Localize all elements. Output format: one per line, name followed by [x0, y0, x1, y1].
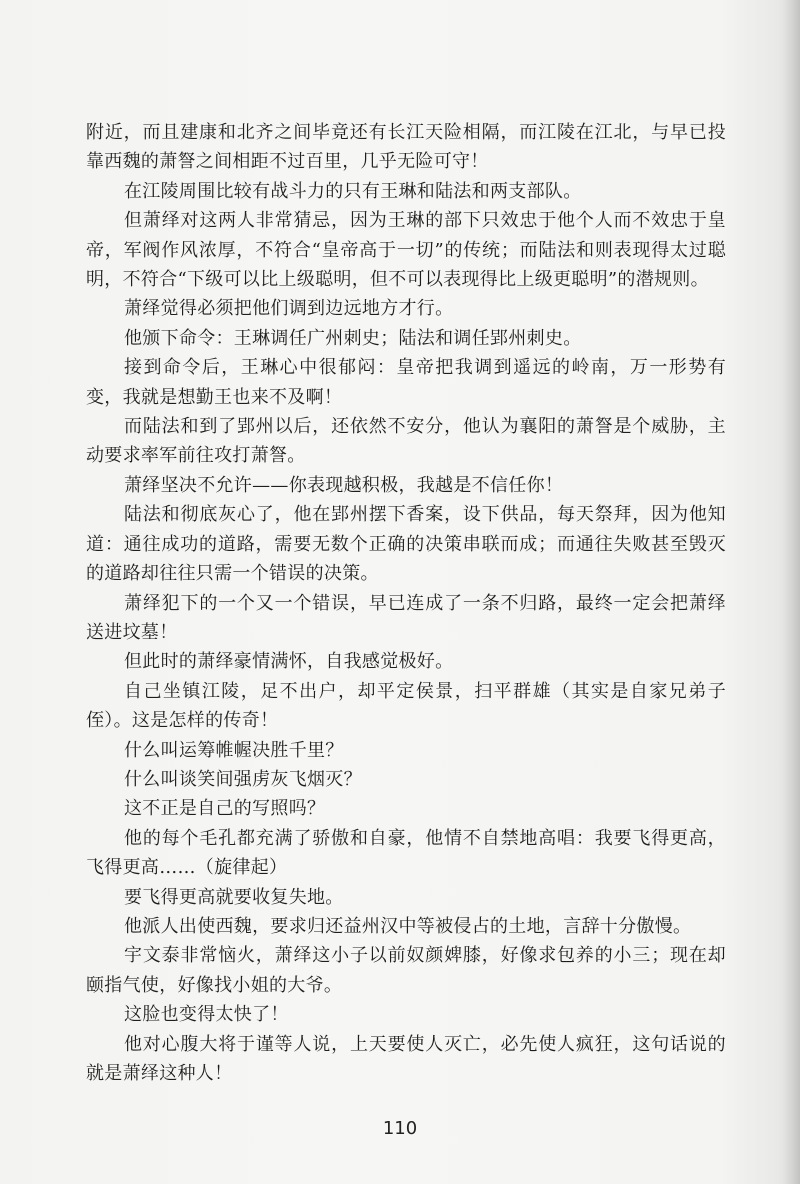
paragraph: 但此时的萧绎豪情满怀，自我感觉极好。 [124, 651, 454, 673]
paragraph: 陆法和彻底灰心了，他在郢州摆下香案，设下供品，每天祭拜，因为他知道：通往成功的道路，需要无数个正确的决策串联而成；而通往失败甚至毁灭的道路却往往只需一个错误的决策。 [86, 504, 726, 585]
paragraph: 自己坐镇江陵，足不出户，却平定侯景，扫平群雄（其实是自家兄弟子侄）。这是怎样的传奇！ [86, 680, 726, 732]
page-number: 110 [382, 1118, 418, 1139]
paragraph: 但萧绎对这两人非常猜忌，因为王琳的部下只效忠于他个人而不效忠于皇帝，军阀作风浓厚，不符合“皇帝高于一切”的传统；而陆法和则表现得太过聪明，不符合“下级可以比上级聪明，但不可以表现得比上级更聪明”的潜规则。 [86, 210, 726, 291]
paragraph: 宇文泰非常恼火，萧绎这小子以前奴颜婢膝，好像求包养的小三；现在却颐指气使，好像找小姐的大爷。 [86, 945, 726, 996]
body-text [86, 118, 726, 1088]
page-spine-shadow [782, 0, 800, 1184]
paragraph: 这脸也变得太快了！ [124, 1004, 289, 1026]
paragraph: 什么叫运筹帷幄决胜千里？ [124, 739, 344, 761]
paragraph: 他的每个毛孔都充满了骄傲和自豪，他情不自禁地高唱：我要飞得更高，飞得更高……（旋律起） [86, 827, 726, 879]
paragraph: 萧绎坚决不允许——你表现越积极，我越是不信任你！ [124, 474, 564, 496]
paragraph: 要飞得更高就要收复失地。 [124, 886, 344, 908]
paragraph: 在江陵周围比较有战斗力的只有王琳和陆法和两支部队。 [124, 180, 582, 202]
paragraph: 他颁下命令：王琳调任广州刺史；陆法和调任郢州刺史。 [124, 327, 582, 349]
paragraph: 萧绎犯下的一个又一个错误，早已连成了一条不归路，最终一定会把萧绎送进坟墓！ [86, 592, 726, 643]
paragraph: 而陆法和到了郢州以后，还依然不安分，他认为襄阳的萧詧是个威胁，主动要求率军前往攻打萧詧。 [86, 416, 726, 467]
paragraph: 什么叫谈笑间强虏灰飞烟灭？ [124, 768, 362, 790]
paragraph: 这不正是自己的写照吗？ [124, 798, 326, 820]
paragraph: 接到命令后，王琳心中很郁闷：皇帝把我调到遥远的岭南，万一形势有变，我就是想勤王也来不及啊！ [86, 357, 726, 408]
paragraph: 他对心腹大将于谨等人说，上天要使人灭亡，必先使人疯狂，这句话说的就是萧绎这种人！ [86, 1033, 726, 1084]
paragraph: 萧绎觉得必须把他们调到边远地方才行。 [124, 298, 454, 320]
paragraph: 他派人出使西魏，要求归还益州汉中等被侵占的土地，言辞十分傲慢。 [124, 915, 692, 937]
paragraph: 附近，而且建康和北齐之间毕竟还有长江天险相隔，而江陵在江北，与早已投靠西魏的萧詧之间相距不过百里，几乎无险可守！ [86, 122, 726, 173]
